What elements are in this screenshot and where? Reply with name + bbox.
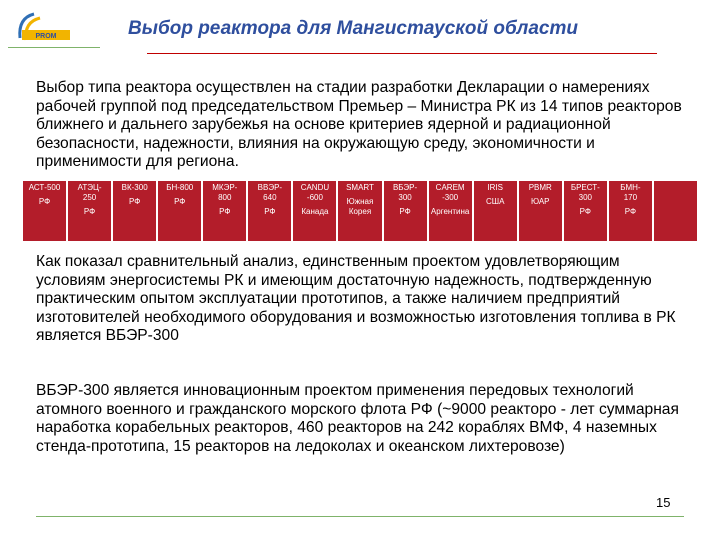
reactor-country: РФ	[83, 207, 96, 216]
reactor-name: PBMR	[528, 183, 552, 192]
reactor-name: CAREM -300	[435, 183, 465, 202]
reactor-cell	[473, 180, 518, 242]
slide-title: Выбор реактора для Мангистауской области	[128, 18, 578, 39]
reactor-cell	[67, 180, 112, 242]
reactor-name: БРЕСТ- 300	[570, 183, 600, 202]
reactor-cell	[337, 180, 382, 242]
reactor-country: США	[485, 197, 505, 206]
reactor-table	[22, 180, 698, 242]
reactor-cell	[383, 180, 428, 242]
reactor-name: SMART	[346, 183, 374, 192]
reactor-country: РФ	[399, 207, 411, 216]
reactor-name: ВВЭР- 640	[257, 183, 283, 202]
reactor-country: РФ	[624, 207, 637, 216]
reactor-name: CANDU -600	[300, 183, 330, 202]
reactor-cell	[428, 180, 473, 242]
reactor-name: МКЭР- 800	[212, 183, 238, 202]
reactor-country: Аргентина	[430, 207, 470, 216]
reactor-name: БН-800	[166, 183, 194, 192]
reactor-country: Южная Корея	[346, 197, 374, 216]
page-number: 15	[656, 495, 671, 510]
reactor-name: IRIS	[487, 183, 503, 192]
reactor-cell	[112, 180, 157, 242]
reactor-country: Канада	[301, 207, 329, 216]
reactor-cell	[518, 180, 563, 242]
conclusion-paragraph: Как показал сравнительный анализ, единственным проектом удовлетворяющим условиям энергосистемы РК и имеющим достаточную надежность, подтвержденную практическим опытом эксплуатации прототипов, а также наличием предприятий изготовителей необходимого оборудования и возможностью изготовления топлива в РК является ВБЭР-300	[36, 253, 676, 344]
reactor-country: РФ	[128, 197, 141, 206]
reactor-cell	[563, 180, 608, 242]
reactor-cell	[653, 180, 698, 242]
logo-underline	[8, 47, 100, 48]
reactor-cell	[292, 180, 337, 242]
reactor-country: РФ	[38, 197, 51, 206]
reactor-name: ВК-300	[121, 183, 148, 192]
reactor-country: РФ	[219, 207, 231, 216]
reactor-cell	[22, 180, 67, 242]
reactor-cell	[247, 180, 292, 242]
reactor-name: БМН- 170	[620, 183, 641, 202]
title-underline	[147, 53, 657, 54]
footer-line	[36, 516, 684, 517]
reactor-country: РФ	[264, 207, 276, 216]
reactor-cell	[157, 180, 202, 242]
reactor-cell	[202, 180, 247, 242]
reactor-name: АСТ-500	[28, 183, 61, 192]
reactor-country: ЮАР	[531, 197, 550, 206]
intro-paragraph: Выбор типа реактора осуществлен на стадии разработки Декларации о намерениях рабочей группой под председательством Премьер – Министра РК из 14 типов реакторов ближнего и дальнего зарубежья на основе критериев ядерной и радиационной безопасности, надежности, влияния на окружающую среду, экономичности и применимости для региона.	[36, 79, 682, 170]
reactor-cell	[608, 180, 653, 242]
reactor-name: АТЭЦ- 250	[77, 183, 102, 202]
logo-text: PROM	[35, 33, 57, 40]
company-logo	[14, 8, 74, 44]
reactor-country: РФ	[174, 197, 186, 206]
reactor-country: РФ	[579, 207, 591, 216]
reactor-name: ВБЭР- 300	[392, 183, 418, 202]
atom-logo-icon	[14, 8, 74, 44]
description-paragraph: ВБЭР-300 является инновационным проектом применения передовых технологий атомного военного и гражданского морского флота РФ (~9000 реакторо - лет суммарная наработка корабельных реакторов, 460 реакторов на 242 кораблях ВМФ, 4 наземных стенда-прототипа, 15 реакторов на ледоколах и океанском лихтеровозе)	[36, 382, 679, 455]
